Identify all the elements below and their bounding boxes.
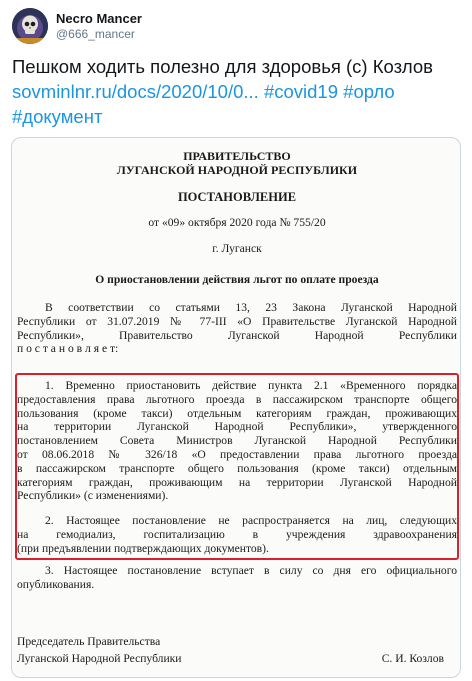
tweet-text [12, 54, 462, 129]
tweet-hashtag-line [12, 104, 462, 129]
avatar[interactable] [12, 8, 48, 44]
doc-line: В соответствии со статьями 13, 23 Закона Луганской Народной [45, 301, 457, 314]
doc-date-number: от «09» октября 2020 года № 755/20 [148, 216, 326, 229]
doc-line: Республики» (с изменениями). [17, 489, 169, 503]
document-scan [12, 138, 461, 678]
doc-line: категориям граждан, проживающим на территории Луганской Народной [17, 475, 457, 489]
doc-line: постановлением Совета Министров Луганской Народной Республики [17, 434, 457, 448]
doc-org-line1: ПРАВИТЕЛЬСТВО [183, 149, 291, 163]
hashtag-dokument[interactable]: #документ [12, 106, 103, 127]
doc-line: на территории Луганской Народной Республики», утвержденного [17, 420, 457, 434]
doc-city: г. Луганск [212, 242, 262, 255]
doc-subject: О приостановлении действия льгот по оплате проезда [95, 273, 379, 286]
tweet-links-line [12, 79, 462, 104]
doc-signatory-title-1: Председатель Правительства [17, 635, 161, 648]
tweet-text-line: Пешком ходить полезно для здоровья (с) Козлов [12, 56, 433, 77]
doc-signatory-name: С. И. Козлов [381, 652, 444, 665]
user-name[interactable]: Necro Mancer [56, 11, 142, 26]
doc-line: Республики», Правительство Луганской Народной Республики [17, 328, 457, 342]
skull-avatar-icon [12, 8, 48, 44]
doc-line: на гемодиализ, госпитализацию в учреждения здравоохранения [17, 527, 457, 541]
doc-type: ПОСТАНОВЛЕНИЕ [177, 190, 297, 204]
doc-line: опубликования. [17, 577, 95, 591]
doc-line: 2. Настоящее постановление не распространяется на лиц, следующих [45, 514, 457, 527]
doc-line: Республики от 31.07.2019 № 77-III «О Правительстве Луганской Народной [17, 314, 457, 328]
doc-line: предоставления права льготного проезда в пассажирском транспорте общего [17, 392, 457, 406]
tweet-media-image[interactable] [11, 137, 461, 678]
doc-line: в пассажирском транспорте общего пользования (кроме такси) отдельным [17, 461, 457, 475]
doc-line: пользования (кроме такси) отдельным категориям граждан, проживающих [17, 406, 457, 420]
doc-item3 [17, 564, 457, 592]
doc-line: 3. Настоящее постановление вступает в силу со дня его официального [45, 564, 457, 577]
tweet-header [12, 8, 460, 44]
hashtag-covid19[interactable]: #covid19 [263, 81, 339, 102]
doc-line: 1. Временно приостановить действие пункта 2.1 «Временного порядка [45, 379, 457, 392]
tweet-link[interactable]: sovminlnr.ru/docs/2020/10/0... [12, 81, 259, 102]
user-handle[interactable]: @666_mancer [56, 27, 135, 41]
hashtag-orlo[interactable]: #орло [343, 81, 395, 102]
doc-preamble [17, 301, 457, 356]
doc-line: от 08.06.2018 № 326/18 «О предоставлении права льготного проезда [17, 447, 457, 461]
highlight-box [15, 373, 459, 560]
doc-org-line2: ЛУГАНСКОЙ НАРОДНОЙ РЕСПУБЛИКИ [116, 163, 358, 177]
doc-line: п о с т а н о в л я е т: [17, 342, 119, 356]
doc-line: (при предъявлении подтверждающих документов). [17, 541, 269, 555]
doc-signatory-title-2: Луганской Народной Республики [17, 652, 182, 665]
